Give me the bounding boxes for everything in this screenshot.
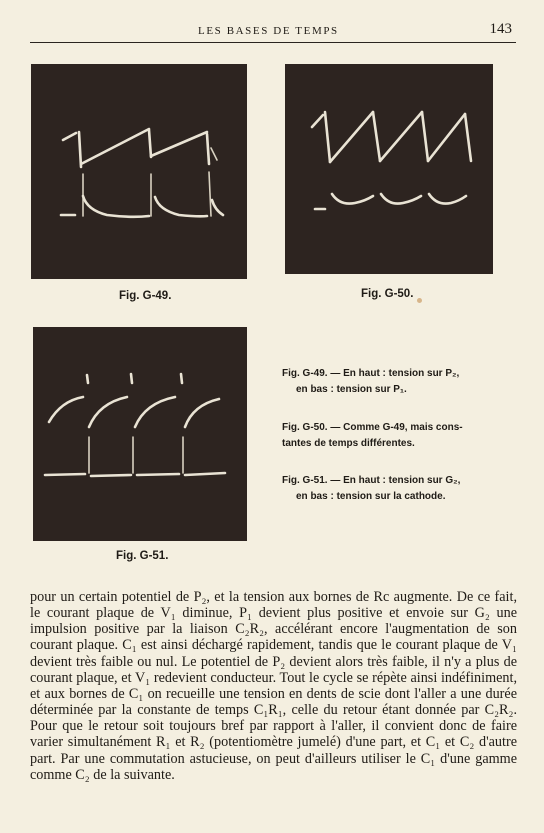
legend-fig-g50 <box>282 420 504 452</box>
legend-line: en bas : tension sur P₁. <box>296 384 407 395</box>
legend-line: Fig. G-49. — En haut : tension sur P₂, <box>282 368 460 379</box>
caption-fig-g51: Fig. G-51. <box>116 550 169 562</box>
caption-fig-g49: Fig. G-49. <box>119 290 172 302</box>
page-number: 143 <box>489 21 512 37</box>
legend-line: Fig. G-50. — Comme G-49, mais cons- <box>282 422 463 433</box>
legend-fig-g49 <box>282 366 504 398</box>
body-text <box>30 589 517 783</box>
legend-line: en bas : tension sur la cathode. <box>296 491 446 502</box>
running-title: LES BASES DE TEMPS <box>198 25 339 37</box>
legend-line: tantes de temps différentes. <box>282 438 415 449</box>
running-head <box>30 20 516 43</box>
legend-fig-g51 <box>282 473 504 505</box>
paper-blemish <box>417 298 422 303</box>
legend-line: Fig. G-51. — En haut : tension sur G₂, <box>282 475 461 486</box>
oscillogram-g50 <box>285 64 493 274</box>
oscillogram-g49 <box>31 64 247 279</box>
body-paragraph: pour un certain potentiel de P₂, et la tension aux bornes de Rc augmente. De ce fait, le courant plaque de V₁ diminue, P₁ devient plus positive et envoie sur G₂ une impulsion positive par la liaison C₂R₂, accélérant encore l'augmentation de son courant plaque. C₁ est ainsi déchargé rapidement, tandis que le courant plaque de V₁ devient très faible ou nul. Le potentiel de P₂ devient alors très faible, il n'y a plus de courant plaque, et V₁ redevient conducteur. Tout le cycle se répète ainsi indéfiniment, et aux bornes de C₁ on recueille une tension en dents de scie dont l'aller a une durée déterminée par la constante de temps C₁R₁, celle du retour étant donnée par C₂R₂. Pour que le retour soit toujours bref par rapport à l'aller, il convient donc de faire varier simultanément R₁ et R₂ (potentiomètre jumelé) d'une part, et C₁ et C₂ d'autre part. Par une commutation astucieuse, on peut d'ailleurs utiliser le C₁ d'une gamme comme C₂ de la suivante. <box>30 589 517 783</box>
oscillogram-g51 <box>33 327 247 541</box>
caption-fig-g50: Fig. G-50. <box>361 288 414 300</box>
